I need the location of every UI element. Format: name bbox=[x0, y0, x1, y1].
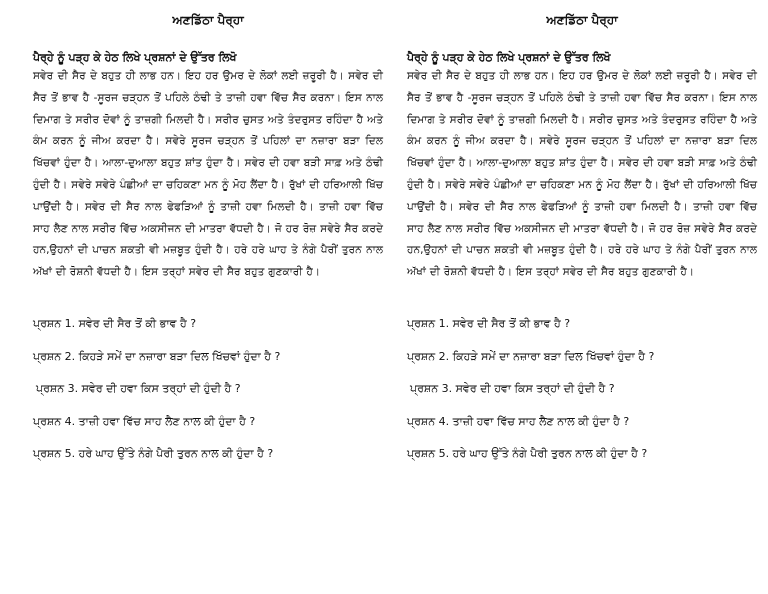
worksheet-title: ਅਣਡਿੱਠਾ ਪੈਰ੍ਹਾ bbox=[172, 13, 244, 27]
worksheet-passage: ਸਵੇਰ ਦੀ ਸੈਰ ਦੇ ਬਹੁਤ ਹੀ ਲਾਭ ਹਨ। ਇਹ ਹਰ ਉਮਰ ਦੇ ਲੋਕਾਂ ਲਈ ਜ਼ਰੂਰੀ ਹੈ। ਸਵੇਰ ਦੀ ਸੈਰ ਤੋਂ ਭਾਵ ਹੈ -ਸੂਰਜ ਚੜ੍ਹਨ ਤੋਂ ਪਹਿਲੇ ਠੰਢੀ ਤੇ ਤਾਜ਼ੀ ਹਵਾ ਵਿੱਚ ਸੈਰ ਕਰਨਾ। ਇਸ ਨਾਲ ਦਿਮਾਗ ਤੇ ਸਰੀਰ ਦੋਵਾਂ ਨੂੰ ਤਾਜ਼ਗੀ ਮਿਲਦੀ ਹੈ। ਸਰੀਰ ਚੁਸਤ ਅਤੇ ਤੰਦਰੁਸਤ ਰਹਿੰਦਾ ਹੈ ਅਤੇ ਕੰਮ ਕਰਨ ਨੂੰ ਜੀਅ ਕਰਦਾ ਹੈ। ਸਵੇਰੇ ਸੂਰਜ ਚੜ੍ਹਨ ਤੋਂ ਪਹਿਲਾਂ ਦਾ ਨਜ਼ਾਰਾ ਬੜਾ ਦਿਲ ਖਿੱਚਵਾਂ ਹੁੰਦਾ ਹੈ। ਆਲਾ-ਦੁਆਲਾ ਬਹੁਤ ਸ਼ਾਂਤ ਹੁੰਦਾ ਹੈ। ਸਵੇਰ ਦੀ ਹਵਾ ਬੜੀ ਸਾਫ਼ ਅਤੇ ਠੰਢੀ ਹੁੰਦੀ ਹੈ। ਸਵੇਰੇ ਸਵੇਰੇ ਪੰਛੀਆਂ ਦਾ ਚਹਿਕਣਾ ਮਨ ਨੂੰ ਮੋਹ ਲੈਂਦਾ ਹੈ। ਰੁੱਖਾਂ ਦੀ ਹਰਿਆਲੀ ਖਿੱਚ ਪਾਉਂਦੀ ਹੈ। ਸਵੇਰ ਦੀ ਸੈਰ ਨਾਲ ਫੇਫੜਿਆਂ ਨੂੰ ਤਾਜ਼ੀ ਹਵਾ ਮਿਲਦੀ ਹੈ। ਤਾਜ਼ੀ ਹਵਾ ਵਿੱਚ ਸਾਹ ਲੈਣ ਨਾਲ ਸਰੀਰ ਵਿੱਚ ਅਕਸੀਜਨ ਦੀ ਮਾਤਰਾ ਵੱਧਦੀ ਹੈ। ਜੋ ਹਰ ਰੋਜ਼ ਸਵੇਰੇ ਸੈਰ ਕਰਦੇ ਹਨ,ਉਹਨਾਂ ਦੀ ਪਾਚਨ ਸ਼ਕਤੀ ਵੀ ਮਜ਼ਬੂਤ ਹੁੰਦੀ ਹੈ। ਹਰੇ ਹਰੇ ਘਾਹ ਤੇ ਨੰਗੇ ਪੈਰੀਂ ਤੁਰਨ ਨਾਲ ਅੱਖਾਂ ਦੀ ਰੋਸ਼ਨੀ ਵੱਧਦੀ ਹੈ। ਇਸ ਤਰ੍ਹਾਂ ਸਵੇਰ ਦੀ ਸੈਰ ਬਹੁਤ ਗੁਣਕਾਰੀ ਹੈ। bbox=[33, 70, 383, 279]
worksheet-passage: ਸਵੇਰ ਦੀ ਸੈਰ ਦੇ ਬਹੁਤ ਹੀ ਲਾਭ ਹਨ। ਇਹ ਹਰ ਉਮਰ ਦੇ ਲੋਕਾਂ ਲਈ ਜ਼ਰੂਰੀ ਹੈ। ਸਵੇਰ ਦੀ ਸੈਰ ਤੋਂ ਭਾਵ ਹੈ -ਸੂਰਜ ਚੜ੍ਹਨ ਤੋਂ ਪਹਿਲੇ ਠੰਢੀ ਤੇ ਤਾਜ਼ੀ ਹਵਾ ਵਿੱਚ ਸੈਰ ਕਰਨਾ। ਇਸ ਨਾਲ ਦਿਮਾਗ ਤੇ ਸਰੀਰ ਦੋਵਾਂ ਨੂੰ ਤਾਜ਼ਗੀ ਮਿਲਦੀ ਹੈ। ਸਰੀਰ ਚੁਸਤ ਅਤੇ ਤੰਦਰੁਸਤ ਰਹਿੰਦਾ ਹੈ ਅਤੇ ਕੰਮ ਕਰਨ ਨੂੰ ਜੀਅ ਕਰਦਾ ਹੈ। ਸਵੇਰੇ ਸੂਰਜ ਚੜ੍ਹਨ ਤੋਂ ਪਹਿਲਾਂ ਦਾ ਨਜ਼ਾਰਾ ਬੜਾ ਦਿਲ ਖਿੱਚਵਾਂ ਹੁੰਦਾ ਹੈ। ਆਲਾ-ਦੁਆਲਾ ਬਹੁਤ ਸ਼ਾਂਤ ਹੁੰਦਾ ਹੈ। ਸਵੇਰ ਦੀ ਹਵਾ ਬੜੀ ਸਾਫ਼ ਅਤੇ ਠੰਢੀ ਹੁੰਦੀ ਹੈ। ਸਵੇਰੇ ਸਵੇਰੇ ਪੰਛੀਆਂ ਦਾ ਚਹਿਕਣਾ ਮਨ ਨੂੰ ਮੋਹ ਲੈਂਦਾ ਹੈ। ਰੁੱਖਾਂ ਦੀ ਹਰਿਆਲੀ ਖਿੱਚ ਪਾਉਂਦੀ ਹੈ। ਸਵੇਰ ਦੀ ਸੈਰ ਨਾਲ ਫੇਫੜਿਆਂ ਨੂੰ ਤਾਜ਼ੀ ਹਵਾ ਮਿਲਦੀ ਹੈ। ਤਾਜ਼ੀ ਹਵਾ ਵਿੱਚ ਸਾਹ ਲੈਣ ਨਾਲ ਸਰੀਰ ਵਿੱਚ ਅਕਸੀਜਨ ਦੀ ਮਾਤਰਾ ਵੱਧਦੀ ਹੈ। ਜੋ ਹਰ ਰੋਜ਼ ਸਵੇਰੇ ਸੈਰ ਕਰਦੇ ਹਨ,ਉਹਨਾਂ ਦੀ ਪਾਚਨ ਸ਼ਕਤੀ ਵੀ ਮਜ਼ਬੂਤ ਹੁੰਦੀ ਹੈ। ਹਰੇ ਹਰੇ ਘਾਹ ਤੇ ਨੰਗੇ ਪੈਰੀਂ ਤੁਰਨ ਨਾਲ ਅੱਖਾਂ ਦੀ ਰੋਸ਼ਨੀ ਵੱਧਦੀ ਹੈ। ਇਸ ਤਰ੍ਹਾਂ ਸਵੇਰ ਦੀ ਸੈਰ ਬਹੁਤ ਗੁਣਕਾਰੀ ਹੈ। bbox=[407, 70, 757, 279]
question-5: ਪ੍ਰਸ਼ਨ 5. ਹਰੇ ਘਾਹ ਉੱਤੇ ਨੰਗੇ ਪੈਰੀ ਤੁਰਨ ਨਾਲ ਕੀ ਹੁੰਦਾ ਹੈ ? bbox=[407, 447, 648, 461]
question-1: ਪ੍ਰਸ਼ਨ 1. ਸਵੇਰ ਦੀ ਸੈਰ ਤੋਂ ਕੀ ਭਾਵ ਹੈ ? bbox=[407, 317, 571, 330]
question-1: ਪ੍ਰਸ਼ਨ 1. ਸਵੇਰ ਦੀ ਸੈਰ ਤੋਂ ਕੀ ਭਾਵ ਹੈ ? bbox=[33, 317, 197, 330]
question-5: ਪ੍ਰਸ਼ਨ 5. ਹਰੇ ਘਾਹ ਉੱਤੇ ਨੰਗੇ ਪੈਰੀ ਤੁਰਨ ਨਾਲ ਕੀ ਹੁੰਦਾ ਹੈ ? bbox=[33, 447, 274, 461]
question-2: ਪ੍ਰਸ਼ਨ 2. ਕਿਹੜੇ ਸਮੇਂ ਦਾ ਨਜ਼ਾਰਾ ਬੜਾ ਦਿਲ ਖਿੱਚਵਾਂ ਹੁੰਦਾ ਹੈ ? bbox=[407, 349, 655, 363]
question-list bbox=[33, 316, 383, 479]
question-list bbox=[407, 316, 757, 479]
worksheet-instruction: ਪੈਰ੍ਹੇ ਨੂੰ ਪੜ੍ਹ ਕੇ ਹੇਠ ਲਿਖੇ ਪ੍ਰਸ਼ਨਾਂ ਦੇ ਉੱਤਰ ਲਿਖੋ bbox=[407, 51, 611, 64]
question-4: ਪ੍ਰਸ਼ਨ 4. ਤਾਜ਼ੀ ਹਵਾ ਵਿੱਚ ਸਾਹ ਲੈਣ ਨਾਲ ਕੀ ਹੁੰਦਾ ਹੈ ? bbox=[33, 414, 256, 428]
worksheet-instruction: ਪੈਰ੍ਹੇ ਨੂੰ ਪੜ੍ਹ ਕੇ ਹੇਠ ਲਿਖੇ ਪ੍ਰਸ਼ਨਾਂ ਦੇ ਉੱਤਰ ਲਿਖੋ bbox=[33, 51, 237, 64]
question-3: ਪ੍ਰਸ਼ਨ 3. ਸਵੇਰ ਦੀ ਹਵਾ ਕਿਸ ਤਰ੍ਹਾਂ ਦੀ ਹੁੰਦੀ ਹੈ ? bbox=[410, 382, 615, 396]
question-4: ਪ੍ਰਸ਼ਨ 4. ਤਾਜ਼ੀ ਹਵਾ ਵਿੱਚ ਸਾਹ ਲੈਣ ਨਾਲ ਕੀ ਹੁੰਦਾ ਹੈ ? bbox=[407, 414, 630, 428]
question-3: ਪ੍ਰਸ਼ਨ 3. ਸਵੇਰ ਦੀ ਹਵਾ ਕਿਸ ਤਰ੍ਹਾਂ ਦੀ ਹੁੰਦੀ ਹੈ ? bbox=[36, 382, 241, 396]
question-2: ਪ੍ਰਸ਼ਨ 2. ਕਿਹੜੇ ਸਮੇਂ ਦਾ ਨਜ਼ਾਰਾ ਬੜਾ ਦਿਲ ਖਿੱਚਵਾਂ ਹੁੰਦਾ ਹੈ ? bbox=[33, 349, 281, 363]
worksheet-title: ਅਣਡਿੱਠਾ ਪੈਰ੍ਹਾ bbox=[546, 13, 618, 27]
